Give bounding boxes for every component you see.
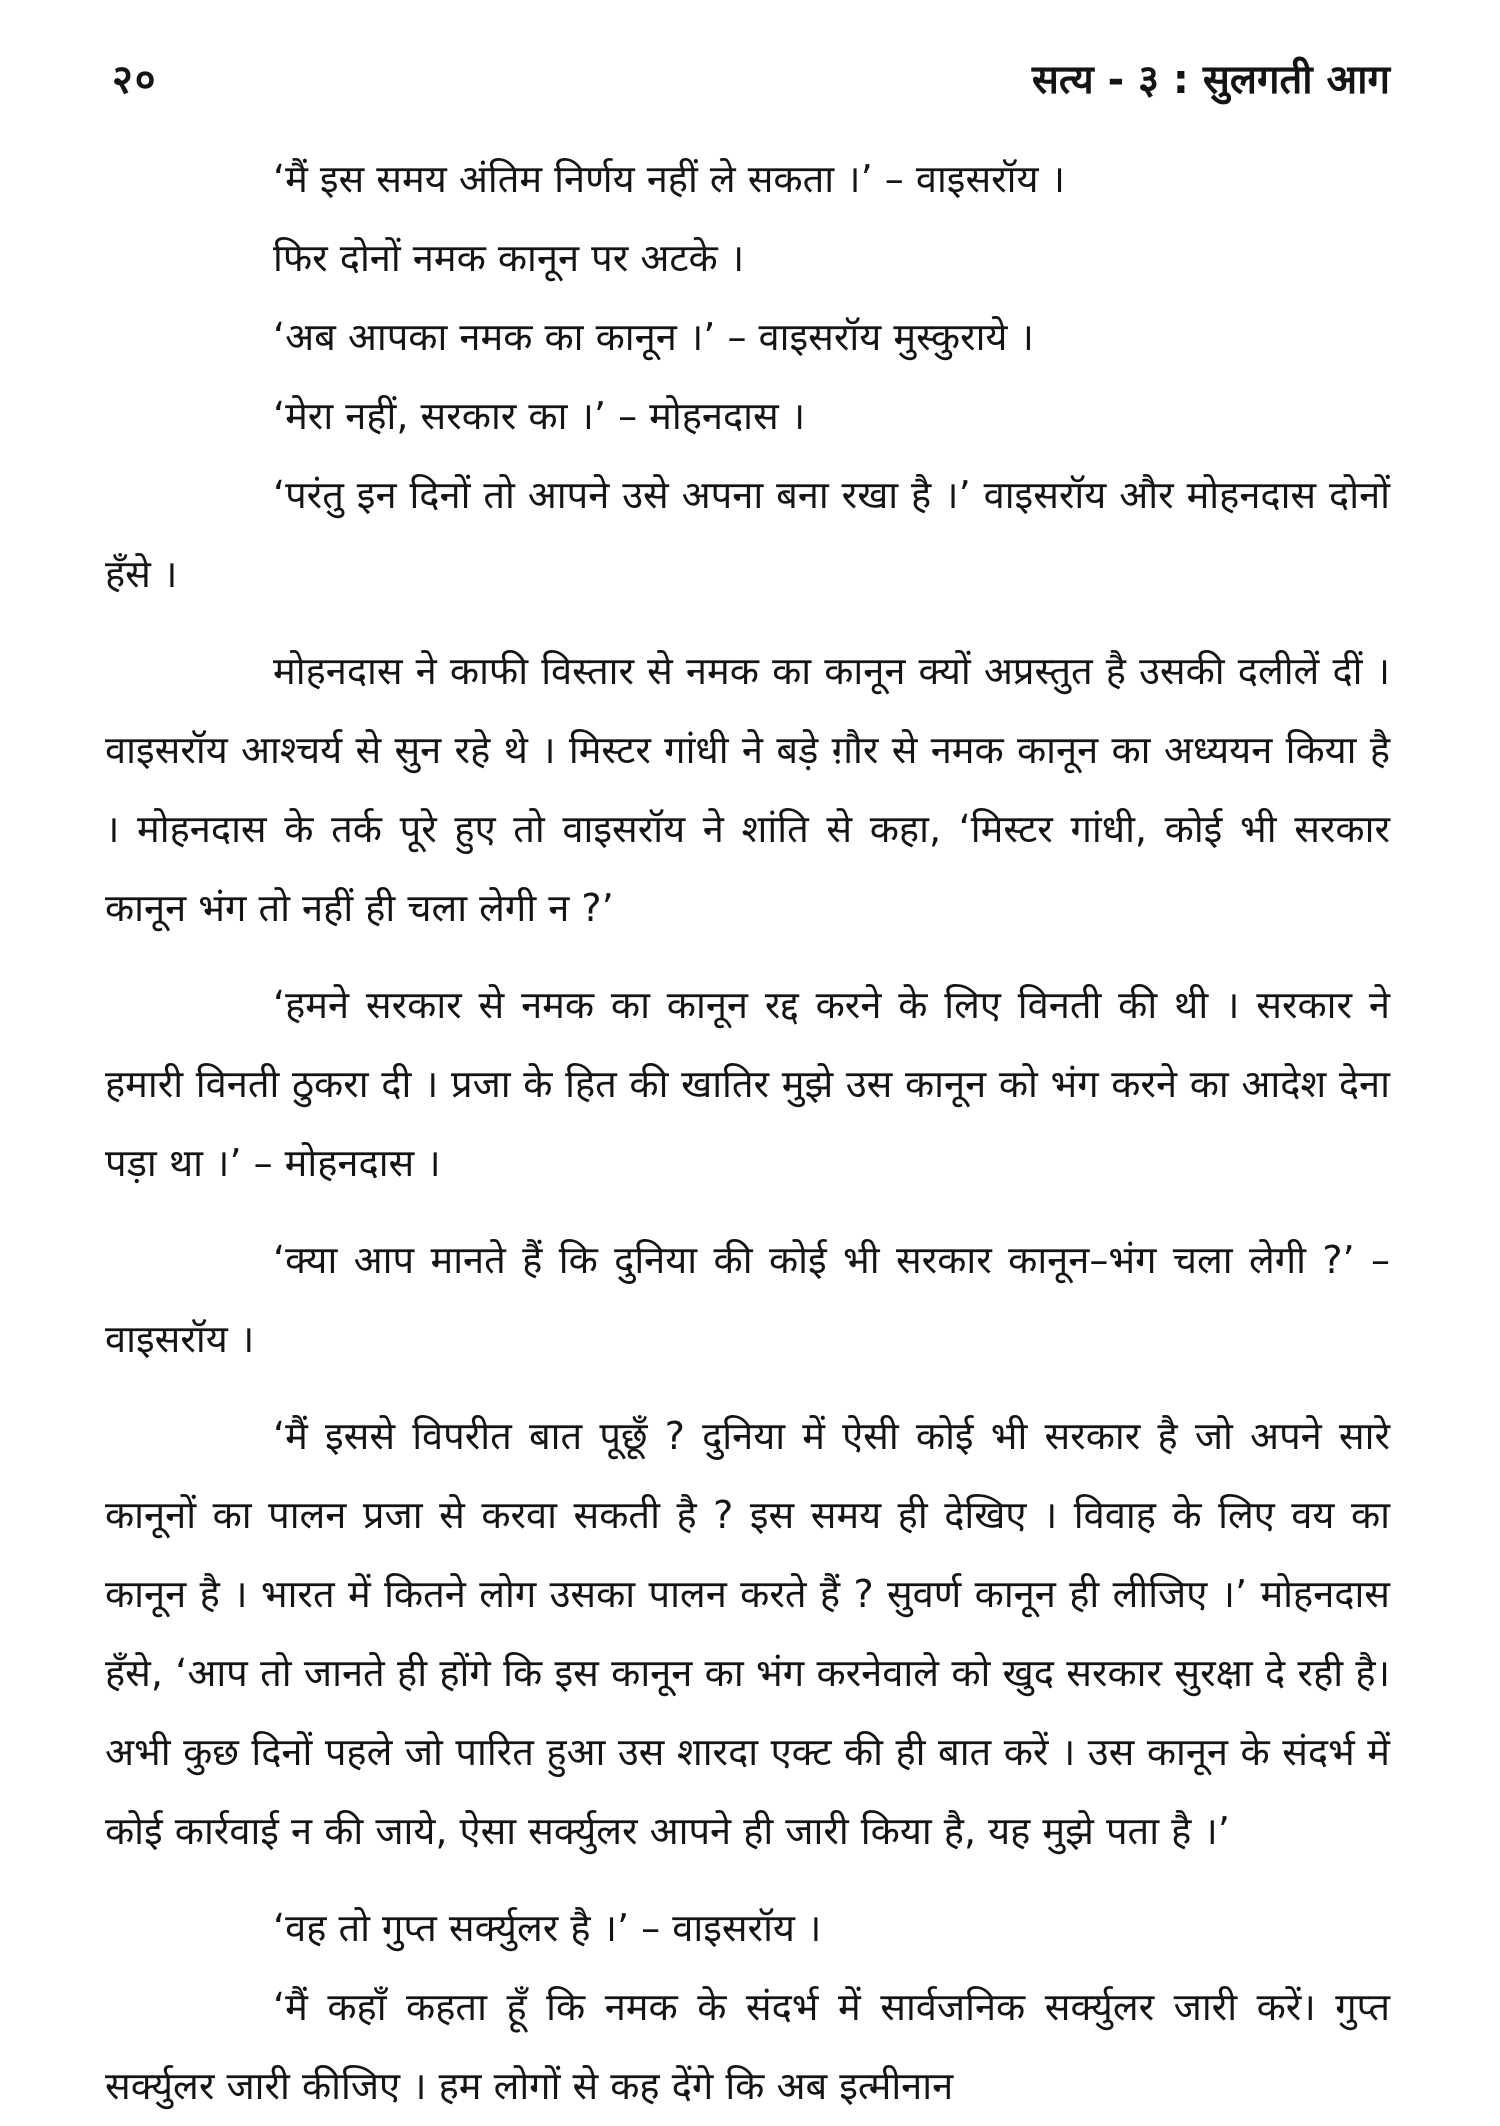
body-text	[105, 140, 1390, 2126]
paragraph: ‘मैं इस समय अंतिम निर्णय नहीं ले सकता ।’ – वाइसरॉय ।	[273, 157, 1066, 201]
paragraph: ‘मैं कहाँ कहता हूँ कि नमक के संदर्भ में सार्वजनिक सर्क्युलर जारी करें। गुप्त सर्क्युलर जारी कीजिए । हम लोगों से कह देंगे कि अब इत्मीनान	[105, 1985, 1390, 2108]
paragraph: ‘अब आपका नमक का कानून ।’ – वाइसरॉय मुस्कुराये ।	[273, 315, 1034, 359]
paragraph: मोहनदास ने काफी विस्तार से नमक का कानून क्यों अप्रस्तुत है उसकी दलीलें दीं । वाइसरॉय आश्चर्य से सुन रहे थे । मिस्टर गांधी ने बड़े ग़ौर से नमक कानून का अध्ययन किया है । मोहनदास के तर्क पूरे हुए तो वाइसरॉय ने शांति से कहा, ‘मिस्टर गांधी, कोई भी सरकार कानून भंग तो नहीं ही चला लेगी न ?’	[105, 649, 1390, 930]
running-title: सत्य - ३ : सुलगती आग	[1031, 57, 1390, 103]
paragraph: ‘मैं इससे विपरीत बात पूछूँ ? दुनिया में ऐसी कोई भी सरकार है जो अपने सारे कानूनों का पालन प्रजा से करवा सकती है ? इस समय ही देखिए । विवाह के लिए वय का कानून है । भारत में कितने लोग उसका पालन करते हैं ? सुवर्ण कानून ही लीजिए ।’ मोहनदास हँसे, ‘आप तो जानते ही होंगे कि इस कानून का भंग करनेवाले को खुद सरकार सुरक्षा दे रही है। अभी कुछ दिनों पहले जो पारित हुआ उस शारदा एक्ट की ही बात करें । उस कानून के संदर्भ में कोई कार्रवाई न की जाये, ऐसा सर्क्युलर आपने ही जारी किया है, यह मुझे पता है ।’	[105, 1414, 1390, 1853]
paragraph: ‘वह तो गुप्त सर्क्युलर है ।’ – वाइसरॉय ।	[273, 1906, 822, 1950]
page-number: २०	[112, 57, 158, 103]
page-header	[100, 50, 1390, 110]
paragraph: ‘मेरा नहीं, सरकार का ।’ – मोहनदास ।	[273, 394, 806, 438]
paragraph: ‘क्या आप मानते हैं कि दुनिया की कोई भी सरकार कानून–भंग चला लेगी ?’ – वाइसरॉय ।	[105, 1238, 1390, 1361]
paragraph: ‘परंतु इन दिनों तो आपने उसे अपना बना रखा है ।’ वाइसरॉय और मोहनदास दोनों हँसे ।	[105, 473, 1390, 596]
paragraph: ‘हमने सरकार से नमक का कानून रद्द करने के लिए विनती की थी । सरकार ने हमारी विनती ठुकरा दी । प्रजा के हित की खातिर मुझे उस कानून को भंग करने का आदेश देना पड़ा था ।’ – मोहनदास ।	[105, 983, 1390, 1185]
paragraph: फिर दोनों नमक कानून पर अटके ।	[273, 236, 745, 280]
